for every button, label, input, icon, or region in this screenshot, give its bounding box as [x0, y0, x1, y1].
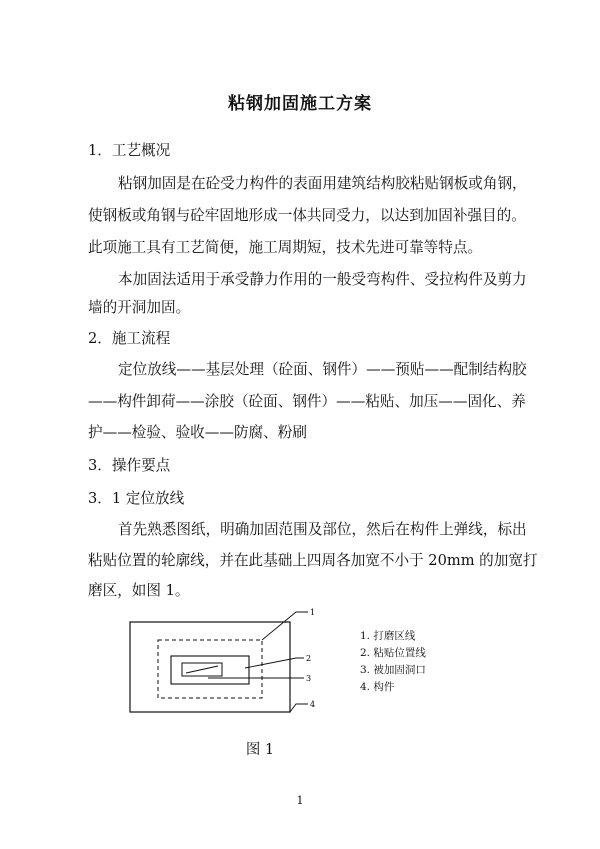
- section-3-1-heading: 3．1 定位放线: [88, 490, 185, 507]
- grinding-zone-line: [158, 640, 262, 698]
- legend-item-reinforced-opening: 3. 被加固洞口: [360, 664, 426, 676]
- section-2-line-2: ——构件卸荷——涂胶（砼面、钢件）——粘贴、加压——固化、养: [88, 393, 526, 410]
- section-2-line-3: 护——检验、验收——防腐、粉刷: [88, 424, 307, 441]
- opening-diagonal: [186, 666, 218, 673]
- section-1-paragraph-2-line-2: 墙的开洞加固。: [88, 299, 191, 316]
- leader-line-1: [262, 612, 308, 640]
- section-2-heading: 2．施工流程: [88, 330, 171, 347]
- callout-1: 1: [310, 608, 316, 617]
- section-3-1-line-2: 粘贴位置的轮廓线，并在此基础上四周各加宽不小于 20mm 的加宽打: [88, 552, 538, 569]
- section-1-paragraph-2-line-1: 本加固法适用于承受静力作用的一般受弯构件、受拉构件及剪力: [118, 271, 527, 288]
- figure-1-legend: [360, 628, 426, 696]
- figure-1: [120, 606, 330, 730]
- legend-item-grinding-zone: 1. 打磨区线: [360, 630, 416, 642]
- document-title: 粘钢加固施工方案: [228, 94, 372, 114]
- legend-item-member: 4. 构件: [360, 681, 395, 693]
- section-1-paragraph-1-line-1: 粘钢加固是在砼受力构件的表面用建筑结构胶粘贴钢板或角钢，: [118, 175, 527, 192]
- section-3-1-line-3: 磨区，如图 1。: [88, 582, 190, 599]
- callout-3: 3: [306, 674, 312, 683]
- section-3-1-line-1: 首先熟悉图纸，明确加固范围及部位，然后在构件上弹线，标出: [118, 521, 527, 538]
- section-2-line-1: 定位放线——基层处理（砼面、钢件）——预贴——配制结构胶: [118, 361, 527, 378]
- figure-1-diagram: [120, 606, 330, 726]
- legend-item-bonding-position: 2. 粘贴位置线: [360, 647, 426, 659]
- section-1-paragraph-1-line-2: 使钢板或角钢与砼牢固地形成一体共同受力，以达到加固补强目的。: [88, 207, 526, 224]
- section-3-heading: 3．操作要点: [88, 457, 171, 474]
- figure-1-caption: 图 1: [245, 742, 275, 758]
- leader-line-4: [290, 704, 308, 712]
- callout-4: 4: [310, 700, 316, 709]
- callout-2: 2: [306, 654, 312, 663]
- page-number: 1: [296, 794, 304, 807]
- leader-line-2: [245, 658, 304, 668]
- section-1-paragraph-1-line-3: 此项施工具有工艺简便，施工周期短，技术先进可靠等特点。: [88, 239, 483, 256]
- section-1-heading: 1．工艺概况: [88, 142, 171, 159]
- bonding-position-line: [171, 656, 249, 684]
